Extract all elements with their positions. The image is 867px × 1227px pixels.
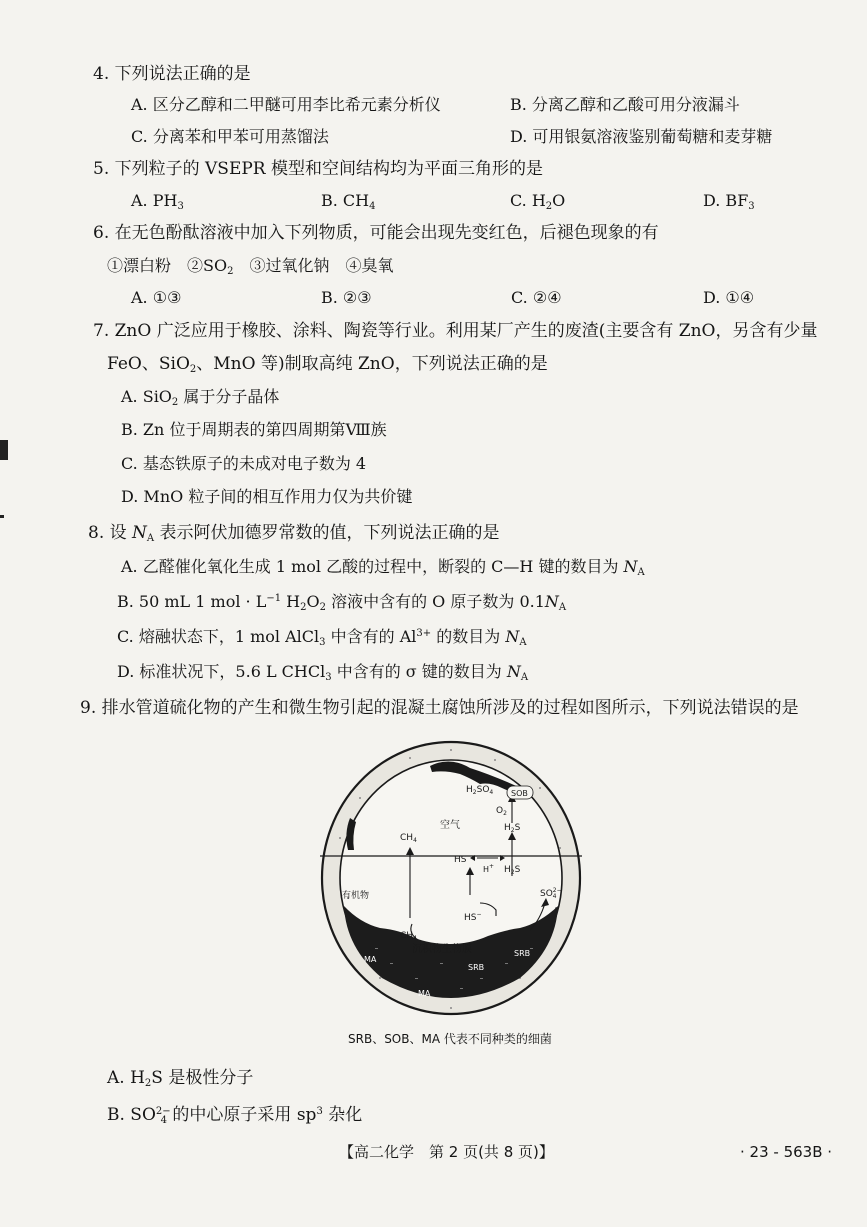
label-ma-left: MA xyxy=(364,955,377,964)
label-h2s-air: $H_2S$ xyxy=(504,823,521,834)
label-hs-sediment: HS− xyxy=(464,911,482,923)
q6-items: ①漂白粉 $②SO_2$ ③过氧化钠 ④臭氧 xyxy=(107,256,394,277)
label-ch4-air: $CH_4$ xyxy=(400,833,417,844)
label-ma-bottom: MA xyxy=(418,989,431,998)
q7-stem-line1: 7. ZnO 广泛应用于橡胶、涂料、陶瓷等行业。利用某厂产生的废渣(主要含有 ZnO，另含有少量 xyxy=(93,321,818,341)
q6-option-c: C. ②④ xyxy=(511,288,562,307)
q5-option-a: A. $PH_3$ xyxy=(131,191,184,212)
q4-stem: 4. 下列说法正确的是 xyxy=(93,64,251,84)
label-sediment-biofilm: 沉积物生物膜 xyxy=(412,944,472,955)
page-edge-mark xyxy=(0,440,8,460)
q9-stem: 9. 排水管道硫化物的产生和微生物引起的混凝土腐蚀所涉及的过程如图所示，下列说法错误的是 xyxy=(80,698,799,718)
q5-option-d: D. $BF_3$ xyxy=(703,191,755,212)
q4-option-d: D. 可用银氨溶液鉴别葡萄糖和麦芽糖 xyxy=(510,127,773,146)
q8-option-c: C. 熔融状态下，1 mol AlCl$_3$ 中含有的 $Al^{3+}$ 的数目为 $N_A$ xyxy=(117,627,527,648)
q7-option-c: C. 基态铁原子的未成对电子数为 4 xyxy=(121,454,367,473)
q7-stem-line2: FeO、SiO$_2$、MnO 等)制取高纯 ZnO，下列说法正确的是 xyxy=(107,354,548,375)
q8-stem: 8. 设 $N_A$ 表示阿伏加德罗常数的值，下列说法正确的是 xyxy=(88,523,500,544)
label-organic: 有机物 xyxy=(342,891,370,901)
q9-option-a: A. $H_2S$ 是极性分子 xyxy=(107,1068,254,1089)
label-h2so4: $H_2SO_4$ xyxy=(466,785,494,796)
label-hs-water: HS− xyxy=(454,853,472,865)
q6-option-d: D. ①④ xyxy=(703,288,755,307)
q7-option-d: D. MnO 粒子间的相互作用力仅为共价键 xyxy=(121,487,413,506)
q5-option-c: C. $H_2O$ xyxy=(510,191,566,212)
label-h2s-water: $H_2S$ xyxy=(504,865,521,876)
label-sob: SOB xyxy=(511,789,528,798)
q7-option-a: A. SiO$_2$ 属于分子晶体 xyxy=(121,387,280,408)
page-footer-center: 【高二化学 第 2 页(共 8 页)】 xyxy=(339,1143,554,1161)
figure-caption: SRB、SOB、MA 代表不同种类的细菌 xyxy=(348,1032,552,1046)
q6-option-a: A. ①③ xyxy=(131,288,182,307)
label-o2: $O_2$ xyxy=(496,806,507,817)
q6-stem: 6. 在无色酚酞溶液中加入下列物质，可能会出现先变红色，后褪色现象的有 xyxy=(93,223,659,243)
q8-option-a: A. 乙醛催化氧化生成 1 mol 乙酸的过程中，断裂的 C—H 键的数目为 $N_A$ xyxy=(121,557,645,578)
q9-option-b: B. $SO^{2-}_4$ 的中心原子采用 $sp^3$ 杂化 xyxy=(107,1105,363,1126)
label-air: 空气 xyxy=(440,820,460,831)
label-h-plus: H+ xyxy=(483,863,495,874)
q5-stem: 5. 下列粒子的 VSEPR 模型和空间结构均为平面三角形的是 xyxy=(93,159,544,179)
label-ch4-sediment: $CH_4$ xyxy=(400,931,417,942)
q7-option-b: B. Zn 位于周期表的第四周期第Ⅷ族 xyxy=(121,420,387,439)
q4-option-a: A. 区分乙醇和二甲醚可用李比希元素分析仪 xyxy=(131,95,441,114)
q4-option-c: C. 分离苯和甲苯可用蒸馏法 xyxy=(131,127,329,146)
label-so4: $SO^{2-}$ 4 xyxy=(540,887,562,900)
label-srb-right: SRB xyxy=(514,949,531,958)
page-footer-code: · 23 - 563B · xyxy=(740,1143,833,1161)
q5-option-b: B. $CH_4$ xyxy=(321,191,376,212)
q4-option-b: B. 分离乙醇和乙酸可用分液漏斗 xyxy=(510,95,740,114)
sewer-pipe-diagram xyxy=(320,738,582,1016)
q6-option-b: B. ②③ xyxy=(321,288,372,307)
label-srb-center: SRB xyxy=(468,963,485,972)
q8-option-b: B. 50 mL 1 mol · $L^{-1}$ $H_2O_2$ 溶液中含有的 O 原子数为 $0.1N_A$ xyxy=(117,592,567,613)
page-edge-mark xyxy=(0,515,4,518)
q8-option-d: D. 标准状况下，5.6 L CHCl$_3$ 中含有的 σ 键的数目为 $N_A$ xyxy=(117,662,529,683)
